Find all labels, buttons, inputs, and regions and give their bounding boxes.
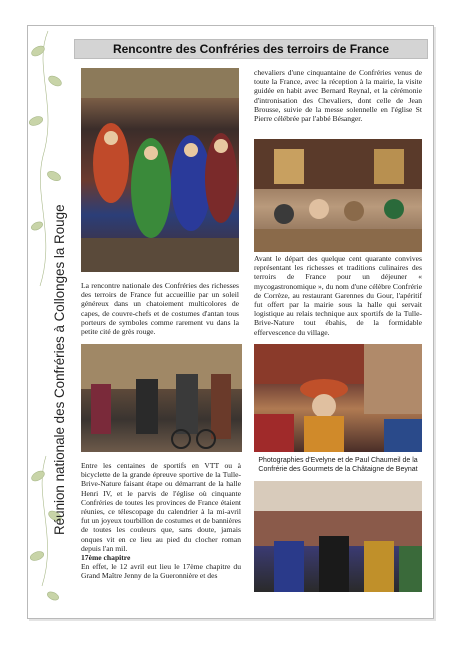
chapter-text: En effet, le 12 avril eut lieu le 17ème chapitre du Grand Maître Jenny de la Gueronnière et des [81, 562, 241, 581]
column-left-bottom [81, 461, 241, 581]
side-title [46, 23, 70, 563]
photo-cyclists [81, 344, 242, 452]
newsletter-page [27, 25, 434, 619]
chapter-heading: 17ème chapitre [81, 553, 131, 563]
photo-procession [254, 481, 422, 592]
paragraph-dejeuner: Avant le départ des quelque cent quarante convives représentant les richesses et traditions culinaires des terroirs de France pour un déjeuner « mycogastronomique », du nom d'une célèbre Confrérie de Corrèze, au restaurant Garennes du Gour, l'apéritif fut offert par la mairie sous la halle qui servait logistique au relais technique aux sportifs de la Tulle-Brive-Nature tout ébahis, de la formidable effervescence du village. [254, 254, 422, 337]
side-title-text: Réunion nationale des Confréries à Collonges la Rouge [52, 204, 67, 535]
photo-church-ceremony [254, 139, 422, 252]
paragraph-chevaliers: chevaliers d'une cinquantaine de Confréries venus de toute la France, avec la réception à la mairie, la visite guidée en habit avec Bernard Reynal, et la cérémonie d'intronisation des Chevaliers, dont celle de Jean Brousse, suivie de la messe solennelle en l'église St Pierre célébrée par l'abbé Bésanger. [254, 68, 422, 124]
photo-caption: Photographies d'Evelyne et de Paul Chaumeil de la Confrérie des Gourmets de la Châtaigne de Beynat [258, 457, 418, 473]
photo-hats-crowd [254, 344, 422, 452]
banner-title: Rencontre des Confréries des terroirs de France [74, 39, 428, 59]
paragraph-cyclists: Entre les centaines de sportifs en VTT ou à bicyclette de la grande épreuve sportive de la Tulle-Brive-Nature faisant étape ou démarrant de la halle Henri IV, et le parvis de l'église où cinquante Confréries de toutes les provinces de France étaient réunies, ce télescopage du calendrier à la mi-avril fut un joyeux tourbillon de costumes et de bannières de toutes les couleurs que, sans doute, jamais onques vit en ce lieu au pied du clocher roman depuis l'an mil. [81, 461, 241, 553]
paragraph-intro: La rencontre nationale des Confréries des richesses des terroirs de France fut accueillie par un soleil généreux dans un chatoiement multicolores de capes, de couvre-chefs et de costumes d'antan tous porteurs de symboles comme rarement vu dans la petite cité de grès rouge. [81, 281, 239, 337]
photo-confreres-costumes [81, 68, 239, 272]
